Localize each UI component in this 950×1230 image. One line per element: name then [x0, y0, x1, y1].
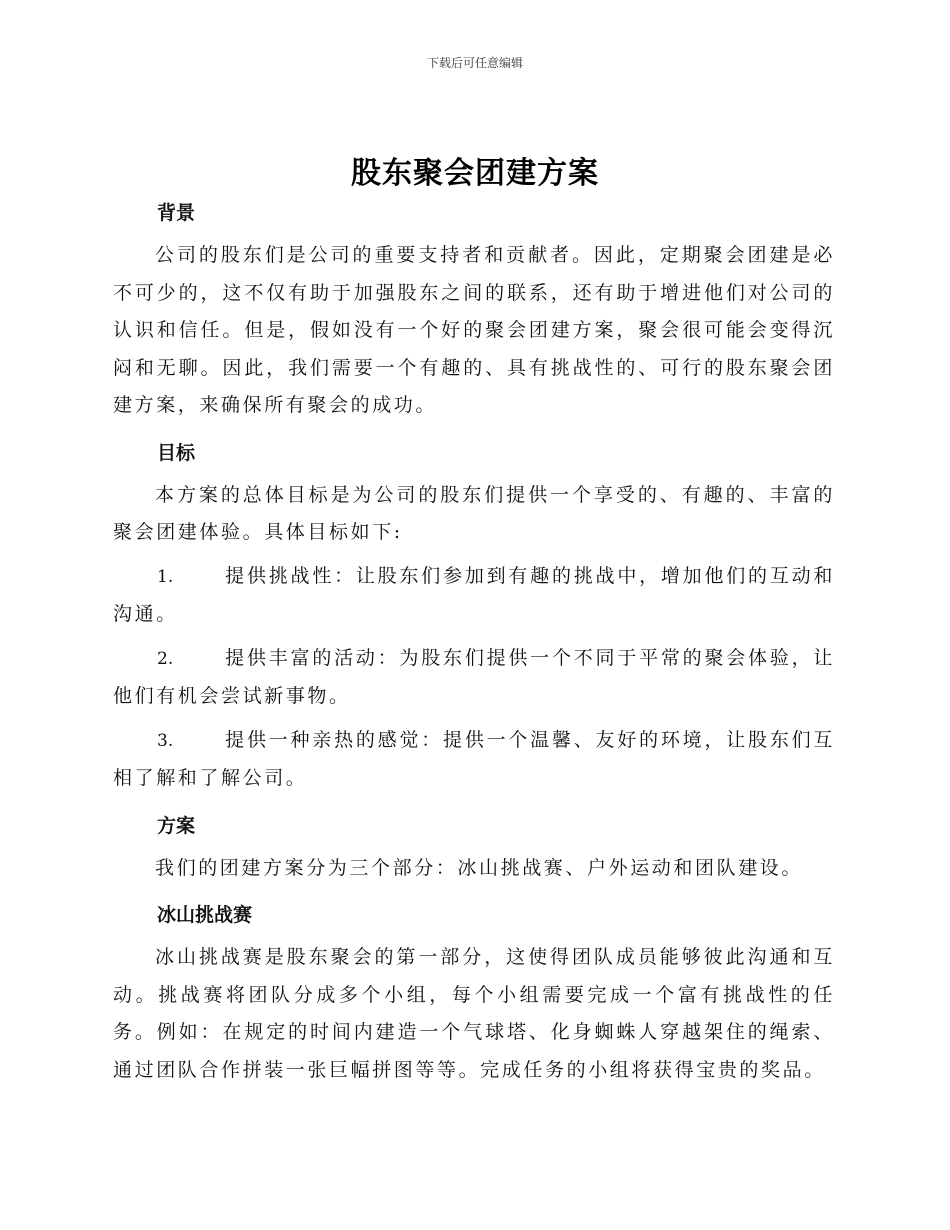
goal-list-item: [113, 558, 835, 634]
goal-list-text: 提供丰富的活动：为股东们提供一个不同于平常的聚会体验，让他们有机会尝试新事物。: [113, 646, 835, 707]
goals-paragraph: 本方案的总体目标是为公司的股东们提供一个享受的、有趣的、丰富的聚会团建体验。具体目标如下:: [113, 483, 835, 543]
iceberg-paragraph: 冰山挑战赛是股东聚会的第一部分，这使得团队成员能够彼此沟通和互动。挑战赛将团队分成多个小组，每个小组需要完成一个富有挑战性的任务。例如：在规定的时间内建造一个气球塔、化身蜘蛛人穿越架住的绳索、通过团队合作拼装一张巨幅拼图等等。完成任务的小组将获得宝贵的奖品。: [113, 946, 835, 1081]
section-heading-iceberg: 冰山挑战赛: [157, 904, 253, 926]
section-heading-background: 背景: [157, 202, 196, 224]
goal-list-number: 2.: [157, 648, 174, 669]
goal-list-number: 3.: [157, 730, 174, 751]
goal-list-item: [113, 722, 835, 798]
goal-list-item: [113, 640, 835, 716]
document-body: [113, 195, 835, 1095]
plan-paragraph: 我们的团建方案分为三个部分：冰山挑战赛、户外运动和团队建设。: [155, 856, 804, 879]
document-title: 股东聚会团建方案: [351, 156, 599, 191]
goal-list-number: 1.: [157, 566, 174, 587]
goal-list-text: 提供挑战性：让股东们参加到有趣的挑战中，增加他们的互动和沟通。: [113, 564, 835, 625]
section-heading-goals: 目标: [157, 441, 196, 464]
background-paragraph: 公司的股东们是公司的重要支持者和贡献者。因此，定期聚会团建是必不可少的，这不仅有助于加强股东之间的联系，还有助于增进他们对公司的认识和信任。但是，假如没有一个好的聚会团建方案，聚会很可能会变得沉闷和无聊。因此，我们需要一个有趣的、具有挑战性的、可行的股东聚会团建方案，来确保所有聚会的成功。: [113, 244, 835, 416]
section-heading-plan: 方案: [157, 814, 196, 837]
page-header-note: 下载后可任意编辑: [426, 56, 523, 70]
goal-list-text: 提供一种亲热的感觉：提供一个温馨、友好的环境，让股东们互相了解和了解公司。: [113, 728, 835, 789]
